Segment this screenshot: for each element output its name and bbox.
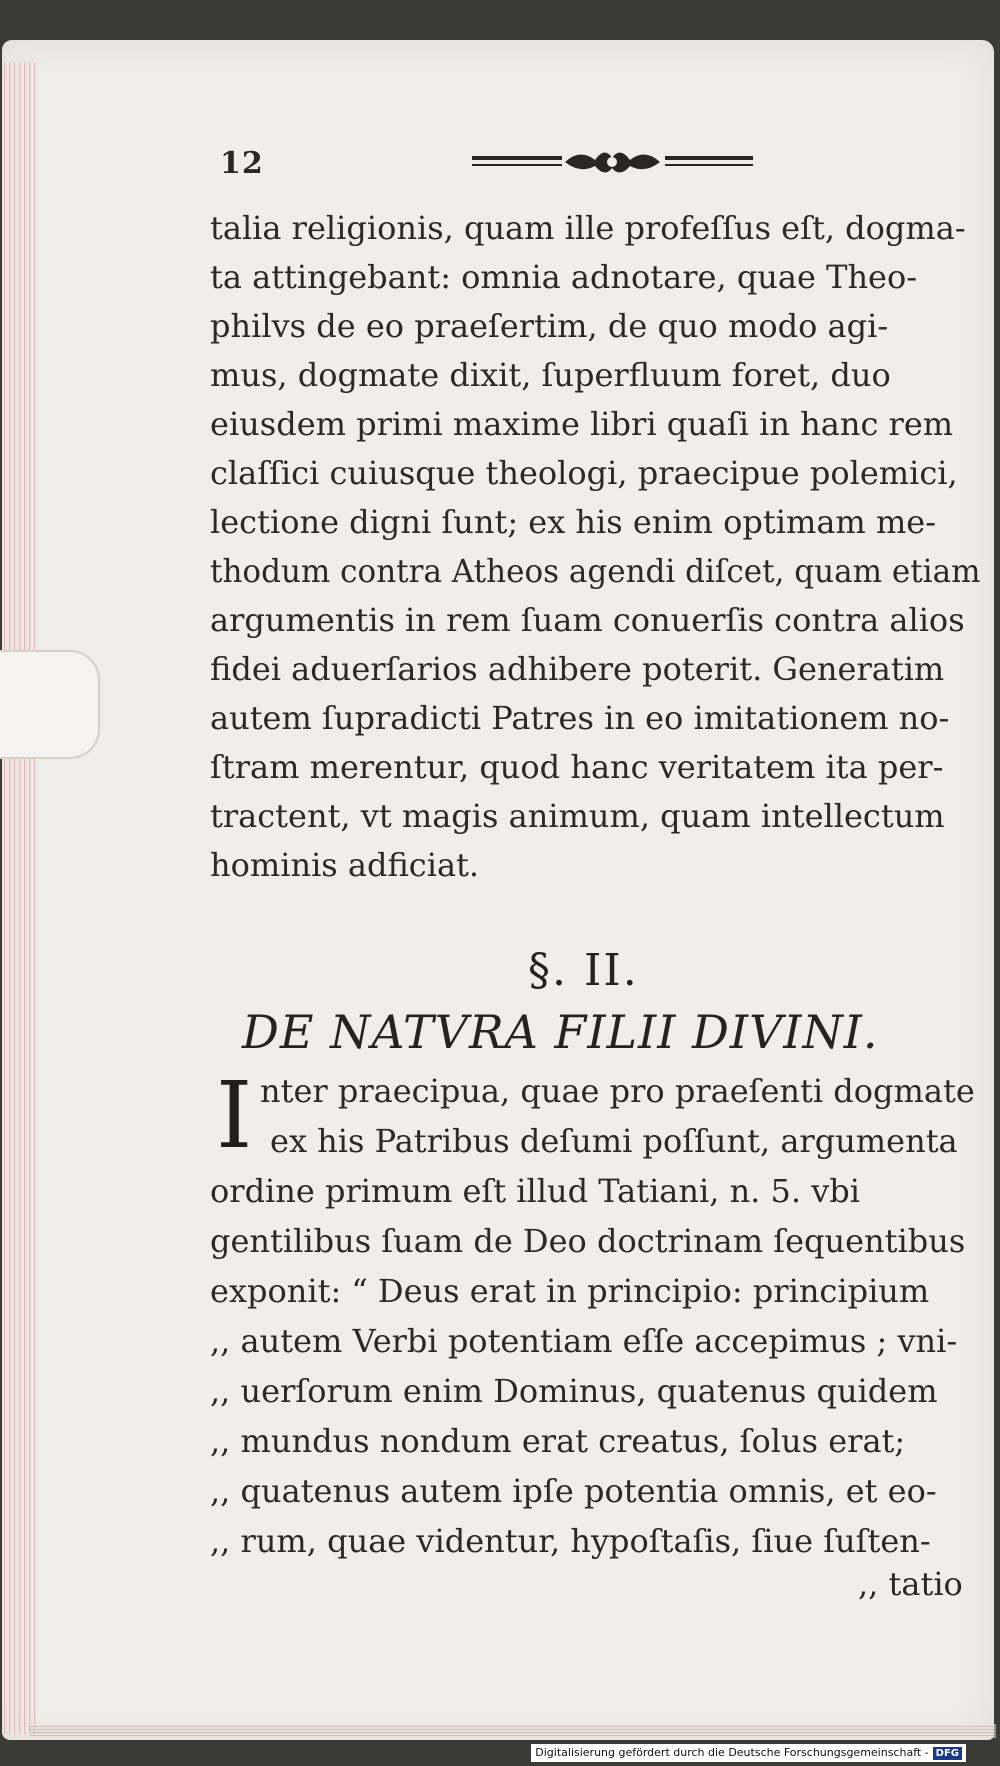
- text-line: ,, mundus nondum erat creatus, ſolus erat;: [210, 1422, 906, 1460]
- section-title: DE NATVRA FILII DIVINI.: [242, 1005, 879, 1059]
- text-line: autem ſupradicti Patres in eo imitationem no-: [210, 699, 950, 737]
- text-line: gentilibus ſuam de Deo doctrinam ſequentibus: [210, 1222, 966, 1260]
- page-tab: [0, 650, 100, 759]
- text-line: mus, dogmate dixit, ſuperfluum foret, duo: [210, 356, 891, 394]
- header-ornament: [470, 142, 755, 182]
- drop-cap: I: [216, 1062, 253, 1169]
- text-line: talia religionis, quam ille profeſſus eſt, dogma-: [210, 209, 966, 247]
- text-line: nter praecipua, quae pro praeſenti dogmate: [260, 1072, 975, 1110]
- text-line: philvs de eo praeſertim, de quo modo agi-: [210, 307, 889, 345]
- page-number: 12: [220, 146, 264, 181]
- text-line: argumentis in rem ſuam conuerſis contra alios: [210, 601, 965, 639]
- text-line: thodum contra Atheos agendi diſcet, quam etiam: [210, 552, 981, 590]
- dfg-logo: DFG: [933, 1747, 962, 1760]
- text-line: lectione digni ſunt; ex his enim optimam me-: [210, 503, 937, 541]
- page-edges: [2, 62, 36, 1734]
- credit-text: Digitalisierung gefördert durch die Deutsche Forschungsgemeinschaft -: [535, 1746, 929, 1759]
- text-line: ,, autem Verbi potentiam eſſe accepimus ; vni-: [210, 1322, 958, 1360]
- text-line: eiusdem primi maxime libri quaſi in hanc rem: [210, 405, 954, 443]
- section-number: §. II.: [528, 945, 639, 996]
- text-line: ex his Patribus deſumi poſſunt, argumenta: [270, 1122, 958, 1160]
- text-line: fidei aduerſarios adhibere poterit. Generatim: [210, 650, 945, 688]
- text-line: ta attingebant: omnia adnotare, quae Theo-: [210, 258, 918, 296]
- text-line: ,, quatenus autem ipſe potentia omnis, et eo-: [210, 1472, 937, 1510]
- page-bottom-edge: [30, 1724, 996, 1738]
- text-line: tractent, vt magis animum, quam intellectum: [210, 797, 945, 835]
- catchword: ,, tatio: [858, 1565, 963, 1603]
- text-line: exponit: “ Deus erat in principio: principium: [210, 1272, 930, 1310]
- text-line: ordine primum eſt illud Tatiani, n. 5. vbi: [210, 1172, 861, 1210]
- text-line: ſtram merentur, quod hanc veritatem ita per-: [210, 748, 944, 786]
- text-line: claſſici cuiusque theologi, praecipue polemici,: [210, 454, 958, 492]
- text-line: ,, uerſorum enim Dominus, quatenus quidem: [210, 1372, 938, 1410]
- digitization-credit: [531, 1744, 966, 1762]
- text-line: hominis adficiat.: [210, 846, 480, 884]
- text-line: ,, rum, quae videntur, hypoſtaſis, ſiue ſuſten-: [210, 1522, 931, 1560]
